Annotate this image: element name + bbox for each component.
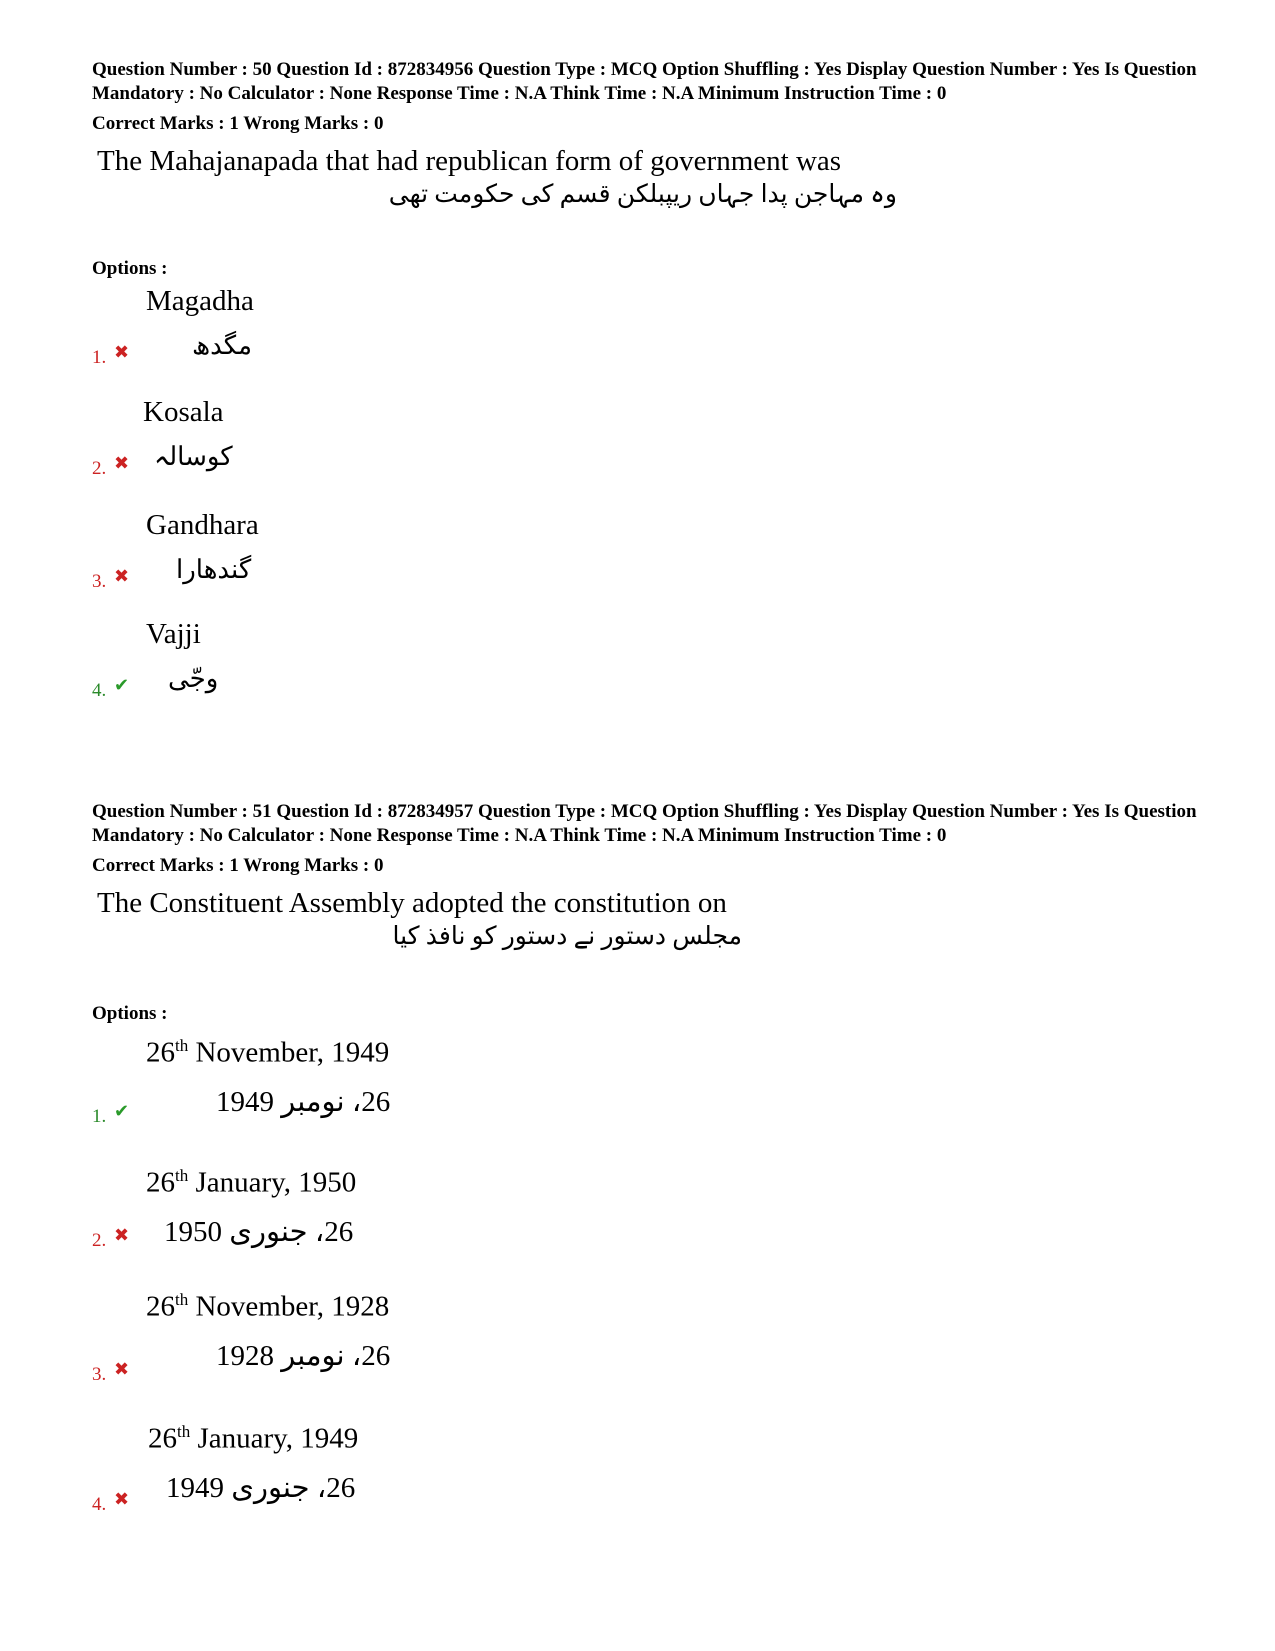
question-meta: Question Number : 51 Question Id : 872834957 Question Type : MCQ Option Shuffling : Yes Display Question Number : Yes Is Question Mandatory : No Calculator : None Response Time : N.A Think Time : N.A Minimum Instruction Time : 0 <box>92 801 1197 846</box>
cross-mark-icon: ✖ <box>114 1359 130 1380</box>
question-text-ur: وہ مہاجن پدا جہاں ریپبلکن قسم کی حکومت تھی <box>388 181 897 208</box>
question-text-ur: مجلس دستور نے دستور کو نافذ کیا <box>392 923 742 950</box>
option-text-en: Kosala <box>143 396 224 428</box>
option-q50-4 <box>92 618 692 718</box>
option-day: 26 <box>146 1166 175 1199</box>
option-q50-1 <box>92 285 692 385</box>
option-day: 26 <box>148 1422 177 1455</box>
option-date-rest: January, 1949 <box>190 1422 359 1455</box>
option-number: 1. <box>92 1106 107 1127</box>
option-q51-2 <box>92 1166 692 1276</box>
option-day-suffix: th <box>175 1036 189 1055</box>
option-text-ur: 26، نومبر 1949 <box>216 1086 391 1118</box>
option-text-en <box>148 1422 358 1456</box>
option-number: 3. <box>92 571 107 592</box>
option-date-rest: November, 1928 <box>188 1290 390 1323</box>
option-day: 26 <box>146 1036 175 1069</box>
option-text-ur: کوسالہ <box>154 442 233 471</box>
check-mark-icon: ✔ <box>114 1101 130 1122</box>
option-date-rest: January, 1950 <box>188 1166 357 1199</box>
option-q51-1 <box>92 1036 692 1146</box>
option-date-rest: November, 1949 <box>188 1036 390 1069</box>
cross-mark-icon: ✖ <box>114 453 130 474</box>
cross-mark-icon: ✖ <box>114 1489 130 1510</box>
option-number: 1. <box>92 347 107 368</box>
option-day-suffix: th <box>175 1166 189 1185</box>
option-q50-3 <box>92 509 692 609</box>
check-mark-icon: ✔ <box>114 675 130 696</box>
option-text-en <box>146 1166 356 1200</box>
option-text-ur: 26، جنوری 1949 <box>166 1472 356 1504</box>
option-number: 4. <box>92 1494 107 1515</box>
question-marks: Correct Marks : 1 Wrong Marks : 0 <box>92 855 384 876</box>
cross-mark-icon: ✖ <box>114 1225 130 1246</box>
option-day-suffix: th <box>177 1422 191 1441</box>
option-text-ur: وجّی <box>168 664 219 693</box>
cross-mark-icon: ✖ <box>114 342 130 363</box>
question-meta: Question Number : 50 Question Id : 872834956 Question Type : MCQ Option Shuffling : Yes Display Question Number : Yes Is Question Mandatory : No Calculator : None Response Time : N.A Think Time : N.A Minimum Instruction Time : 0 <box>92 59 1197 104</box>
options-label: Options : <box>92 258 168 279</box>
question-marks: Correct Marks : 1 Wrong Marks : 0 <box>92 113 384 134</box>
options-label: Options : <box>92 1003 168 1024</box>
option-number: 2. <box>92 458 107 479</box>
option-text-en: Vajji <box>146 618 201 650</box>
option-text-en <box>146 1290 389 1324</box>
question-text-en: The Mahajanapada that had republican form of government was <box>97 145 842 177</box>
option-day-suffix: th <box>175 1290 189 1309</box>
option-q51-4 <box>92 1422 692 1532</box>
option-number: 3. <box>92 1364 107 1385</box>
option-number: 4. <box>92 680 107 701</box>
question-block-50 <box>92 58 1202 212</box>
option-day: 26 <box>146 1290 175 1323</box>
option-text-ur: مگدھ <box>192 331 253 360</box>
option-q50-2 <box>92 396 692 496</box>
option-text-en <box>146 1036 389 1070</box>
question-text-en: The Constituent Assembly adopted the constitution on <box>97 887 727 919</box>
option-number: 2. <box>92 1230 107 1251</box>
option-text-en: Magadha <box>146 285 254 317</box>
option-text-ur: 26، جنوری 1950 <box>164 1216 354 1248</box>
question-block-51 <box>92 800 1202 954</box>
option-q51-3 <box>92 1290 692 1400</box>
cross-mark-icon: ✖ <box>114 566 130 587</box>
option-text-ur: گندھارا <box>176 555 252 584</box>
option-text-ur: 26، نومبر 1928 <box>216 1340 391 1372</box>
option-text-en: Gandhara <box>146 509 259 541</box>
